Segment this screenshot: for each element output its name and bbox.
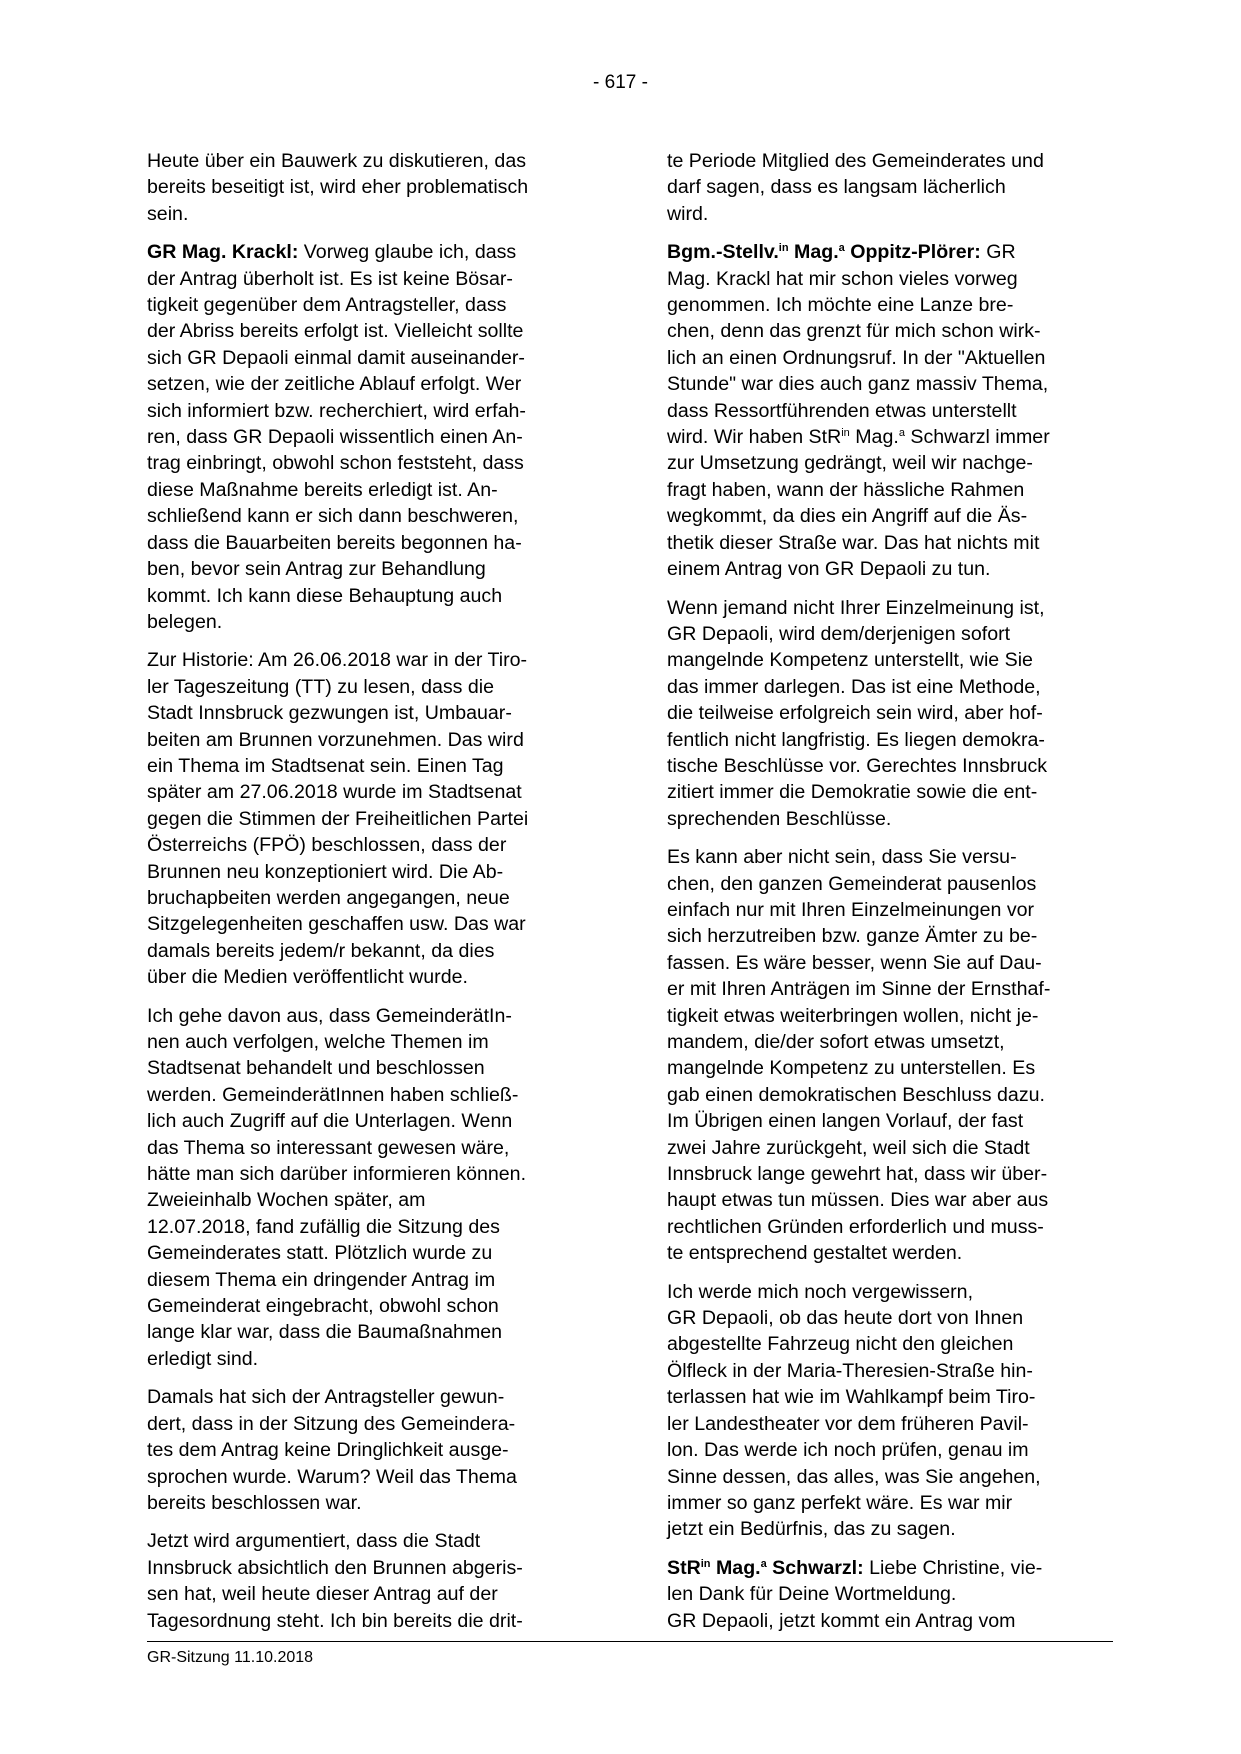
text-line: Ich gehe davon aus, dass GemeinderätIn-: [147, 1004, 512, 1027]
right-column: [667, 148, 1110, 1646]
text-line: Innsbruck absichtlich den Brunnen abgeris-: [147, 1556, 523, 1579]
text-line: kommt. Ich kann diese Behauptung auch: [147, 584, 503, 607]
text-line: rechtlichen Gründen erforderlich und muss-: [667, 1215, 1044, 1238]
text-line: fentlich nicht langfristig. Es liegen demokra-: [667, 728, 1045, 751]
text-line: trag einbringt, obwohl schon feststeht, dass: [147, 452, 524, 475]
text-line: diesem Thema ein dringender Antrag im: [147, 1268, 496, 1291]
text-line: GR Depaoli, ob das heute dort von Ihnen: [667, 1307, 1024, 1330]
text-line: Ich werde mich noch vergewissern,: [667, 1280, 974, 1303]
text-line: werden. GemeinderätInnen haben schließ-: [147, 1083, 519, 1106]
text-line: lich an einen Ordnungsruf. In der "Aktuellen: [667, 346, 1046, 369]
text-line: thetik dieser Straße war. Das hat nichts mit: [667, 531, 1040, 554]
text-line: immer so ganz perfekt wäre. Es war mir: [667, 1491, 1013, 1514]
speaker-title: StR: [667, 1556, 701, 1579]
text-line: terlassen hat wie im Wahlkampf beim Tiro-: [667, 1386, 1036, 1409]
speaker-name: Oppitz-Plörer:: [844, 241, 981, 264]
text-line: ren, dass GR Depaoli wissentlich einen An-: [147, 426, 523, 449]
right-p6-first-line: [667, 1555, 1110, 1581]
text-line: setzen, wie der zeitliche Ablauf erfolgt. Wer: [147, 373, 522, 396]
right-p2-first-line: [667, 239, 1110, 265]
page-number: - 617 -: [593, 72, 648, 93]
text-fragment: Schwarzl immer: [904, 426, 1050, 449]
left-paragraph-6: [147, 1528, 590, 1634]
text-line: sich herzutreiben bzw. ganze Ämter zu be-: [667, 925, 1038, 948]
text-line: Heute über ein Bauwerk zu diskutieren, das: [147, 150, 527, 172]
left-paragraph-3: [147, 647, 590, 990]
text-line: zur Umsetzung gedrängt, weil wir nachge-: [667, 452, 1033, 475]
right-p6-lines: [667, 1581, 1110, 1634]
text-line: Stunde" war dies auch ganz massiv Thema,: [667, 373, 1049, 396]
left-paragraph-5: [147, 1384, 590, 1516]
text-line: lon. Das werde ich noch prüfen, genau im: [667, 1439, 1029, 1462]
text-line: über die Medien veröffentlicht wurde.: [147, 966, 468, 989]
text-line: das immer darlegen. Das ist eine Methode,: [667, 675, 1041, 698]
speaker-degree: Mag.: [788, 241, 839, 264]
text-line: genommen. Ich möchte eine Lanze bre-: [667, 294, 1014, 317]
text-line: Stadtsenat behandelt und beschlossen: [147, 1057, 485, 1080]
text-line: damals bereits jedem/r bekannt, da dies: [147, 939, 495, 962]
text-line: einfach nur mit Ihren Einzelmeinungen vor: [667, 898, 1035, 921]
text-line: Sinne dessen, das alles, was Sie angehen,: [667, 1465, 1041, 1488]
text-line: dass die Bauarbeiten bereits begonnen ha-: [147, 531, 522, 554]
text-line: Gemeinderates statt. Plötzlich wurde zu: [147, 1242, 493, 1265]
speaker-name: Schwarzl:: [766, 1556, 864, 1579]
left-column: [147, 148, 590, 1646]
footer-rule: [147, 1641, 1113, 1642]
left-paragraph-2: [147, 239, 590, 635]
text-line: Zweieinhalb Wochen später, am: [147, 1189, 426, 1212]
speaker-schwarzl: [667, 1557, 864, 1579]
text-line: tische Beschlüsse vor. Gerechtes Innsbruck: [667, 754, 1048, 777]
text-line: GR Depaoli, wird dem/derjenigen sofort: [667, 622, 1011, 645]
text-line: Österreichs (FPÖ) beschlossen, dass der: [147, 834, 507, 857]
text-line: ben, bevor sein Antrag zur Behandlung: [147, 558, 486, 581]
text-line: mangelnde Kompetenz zu unterstellen. Es: [667, 1057, 1036, 1080]
text-line: wird.: [667, 202, 709, 225]
right-paragraph-5: [667, 1279, 1110, 1543]
footer-session-label: GR-Sitzung 11.10.2018: [147, 1649, 314, 1666]
text-sup: a: [898, 427, 905, 440]
text-line: bereits beseitigt ist, wird eher problematisch: [147, 176, 529, 199]
text-line: chen, denn das grenzt für mich schon wirk-: [667, 320, 1041, 343]
text-line: tigkeit gegenüber dem Antragsteller, dass: [147, 294, 507, 317]
text-line: fragt haben, wann der hässliche Rahmen: [667, 478, 1025, 501]
speaker-krackl: GR Mag. Krackl:: [147, 241, 299, 264]
text-line: Stadt Innsbruck gezwungen ist, Umbauar-: [147, 702, 512, 725]
right-paragraph-2: [667, 239, 1110, 582]
text-line: ler Tageszeitung (TT) zu lesen, dass die: [147, 675, 495, 698]
text-fragment: Mag.: [849, 426, 899, 449]
text-line: 12.07.2018, fand zufällig die Sitzung des: [147, 1215, 500, 1238]
speaker-degree: Mag.: [710, 1556, 761, 1579]
text-line: zitiert immer die Demokratie sowie die ent-: [667, 781, 1038, 804]
text-line: Wenn jemand nicht Ihrer Einzelmeinung ist,: [667, 596, 1045, 619]
text-line: sich GR Depaoli einmal damit auseinander-: [147, 346, 525, 369]
text-line: bereits beschlossen war.: [147, 1491, 362, 1514]
text-line: abgestellte Fahrzeug nicht den gleichen: [667, 1333, 1014, 1356]
text-line: die teilweise erfolgreich sein wird, aber hof-: [667, 702, 1043, 725]
text-line: mangelnde Kompetenz unterstellt, wie Sie: [667, 649, 1033, 672]
text-line: gab einen demokratischen Beschluss dazu.: [667, 1083, 1045, 1106]
speaker-title-sup: in: [700, 1557, 711, 1570]
text-line: mandem, die/der sofort etwas umsetzt,: [667, 1031, 1005, 1053]
right-paragraph-6: [667, 1555, 1110, 1634]
speaker-title-sup: in: [778, 242, 789, 255]
speaker-oppitz-ploerer: [667, 241, 981, 263]
text-line: sprochen wurde. Warum? Weil das Thema: [147, 1465, 517, 1488]
text-line: chen, den ganzen Gemeinderat pausenlos: [667, 872, 1037, 895]
left-p2-lines: [147, 266, 590, 636]
text-line: haupt etwas tun müssen. Dies war aber aus: [667, 1189, 1049, 1212]
text-line: Damals hat sich der Antragsteller gewun-: [147, 1386, 505, 1409]
text-line: ler Landestheater vor dem früheren Pavil-: [667, 1412, 1029, 1435]
text-line: sprechenden Beschlüsse.: [667, 807, 892, 830]
text-line: der Antrag überholt ist. Es ist keine Bösar-: [147, 267, 513, 290]
text-line: te entsprechend gestaltet werden.: [667, 1242, 963, 1265]
left-paragraph-1: [147, 148, 590, 227]
text-line: te Periode Mitglied des Gemeinderates und: [667, 150, 1044, 172]
text-line: hätte man sich darüber informieren können.: [147, 1163, 527, 1186]
text-line: sein.: [147, 202, 189, 225]
text-line: lich auch Zugriff auf die Unterlagen. Wenn: [147, 1110, 513, 1133]
text-line: Brunnen neu konzeptioniert wird. Die Ab-: [147, 860, 504, 883]
text-line: nen auch verfolgen, welche Themen im: [147, 1031, 489, 1053]
text-line: diese Maßnahme bereits erledigt ist. An-: [147, 478, 498, 501]
text-line: beiten am Brunnen vorzunehmen. Das wird: [147, 728, 524, 751]
text-line: tigkeit etwas weiterbringen wollen, nicht je-: [667, 1004, 1039, 1027]
text-line: bruchарbeiten werden angegangen, neue: [147, 886, 510, 909]
text-line: Tagesordnung steht. Ich bin bereits die drit-: [147, 1609, 523, 1632]
text-line: Sitzgelegenheiten geschaffen usw. Das war: [147, 913, 526, 936]
text-line: belegen.: [147, 610, 223, 633]
right-p2-rest-lines: [667, 450, 1110, 582]
text-line: dert, dass in der Sitzung des Gemeindera-: [147, 1412, 516, 1435]
text-line: lange klar war, dass die Baumaßnahmen: [147, 1321, 503, 1344]
text-line: Ölfleck in der Maria-Theresien-Straße hin-: [667, 1359, 1033, 1382]
text-line: das Thema so interessant gewesen wäre,: [147, 1136, 510, 1159]
text-line: erledigt sind.: [147, 1347, 259, 1370]
text-line: schließend kann er sich dann beschweren,: [147, 505, 519, 528]
text-line: sich informiert bzw. recherchiert, wird erfah-: [147, 399, 526, 422]
text-line: Gemeinderat eingebracht, obwohl schon: [147, 1295, 499, 1318]
text-line: Jetzt wird argumentiert, dass die Stadt: [147, 1530, 481, 1553]
text-line: jetzt ein Bedürfnis, das zu sagen.: [667, 1518, 956, 1541]
text-line: Mag. Krackl hat mir schon vieles vorweg: [667, 267, 1018, 290]
right-paragraph-3: [667, 595, 1110, 833]
text-line: dass Ressortführenden etwas unterstellt: [667, 399, 1017, 422]
text-line: gegen die Stimmen der Freiheitlichen Partei: [147, 807, 529, 830]
text-line: Im Übrigen einen langen Vorlauf, der fast: [667, 1110, 1024, 1133]
left-p2-first-text: Vorweg glaube ich, dass: [298, 241, 517, 264]
right-p2-first-text: GR: [980, 241, 1016, 264]
text-line: len Dank für Deine Wortmeldung.: [667, 1583, 957, 1606]
text-line: sen hat, weil heute dieser Antrag auf der: [147, 1583, 498, 1606]
text-fragment: wird. Wir haben StR: [667, 426, 842, 449]
text-sup: in: [841, 427, 850, 440]
text-line: fassen. Es wäre besser, wenn Sie auf Dau-: [667, 951, 1042, 974]
right-paragraph-1: [667, 148, 1110, 227]
text-line: der Abriss bereits erfolgt ist. Vielleicht sollte: [147, 320, 524, 343]
text-line: einem Antrag von GR Depaoli zu tun.: [667, 558, 991, 581]
text-line: ein Thema im Stadtsenat sein. Einen Tag: [147, 754, 504, 777]
text-line: wegkommt, da dies ein Angriff auf die Äs-: [667, 505, 1028, 528]
text-line: tes dem Antrag keine Dringlichkeit ausge-: [147, 1439, 509, 1462]
left-p2-first-line: [147, 239, 590, 265]
right-p6-first-text: Liebe Christine, vie-: [863, 1556, 1043, 1579]
speaker-title: Bgm.-Stellv.: [667, 241, 779, 264]
text-line: GR Depaoli, jetzt kommt ein Antrag vom: [667, 1609, 1016, 1632]
speaker-degree-sup: a: [838, 242, 845, 255]
text-line: Innsbruck lange gewehrt hat, dass wir über-: [667, 1163, 1048, 1186]
text-line: darf sagen, dass es langsam lächerlich: [667, 176, 1006, 199]
text-line: später am 27.06.2018 wurde im Stadtsenat: [147, 781, 522, 804]
text-line: zwei Jahre zurückgeht, weil sich die Stadt: [667, 1136, 1030, 1159]
text-line: Es kann aber nicht sein, dass Sie versu-: [667, 846, 1017, 869]
text-line: er mit Ihren Anträgen im Sinne der Ernsthaf-: [667, 978, 1051, 1001]
left-paragraph-4: [147, 1003, 590, 1373]
speaker-degree-sup: a: [760, 1557, 767, 1570]
right-paragraph-4: [667, 844, 1110, 1267]
text-line: [667, 424, 1110, 450]
text-line: Zur Historie: Am 26.06.2018 war in der Tiro-: [147, 649, 528, 672]
